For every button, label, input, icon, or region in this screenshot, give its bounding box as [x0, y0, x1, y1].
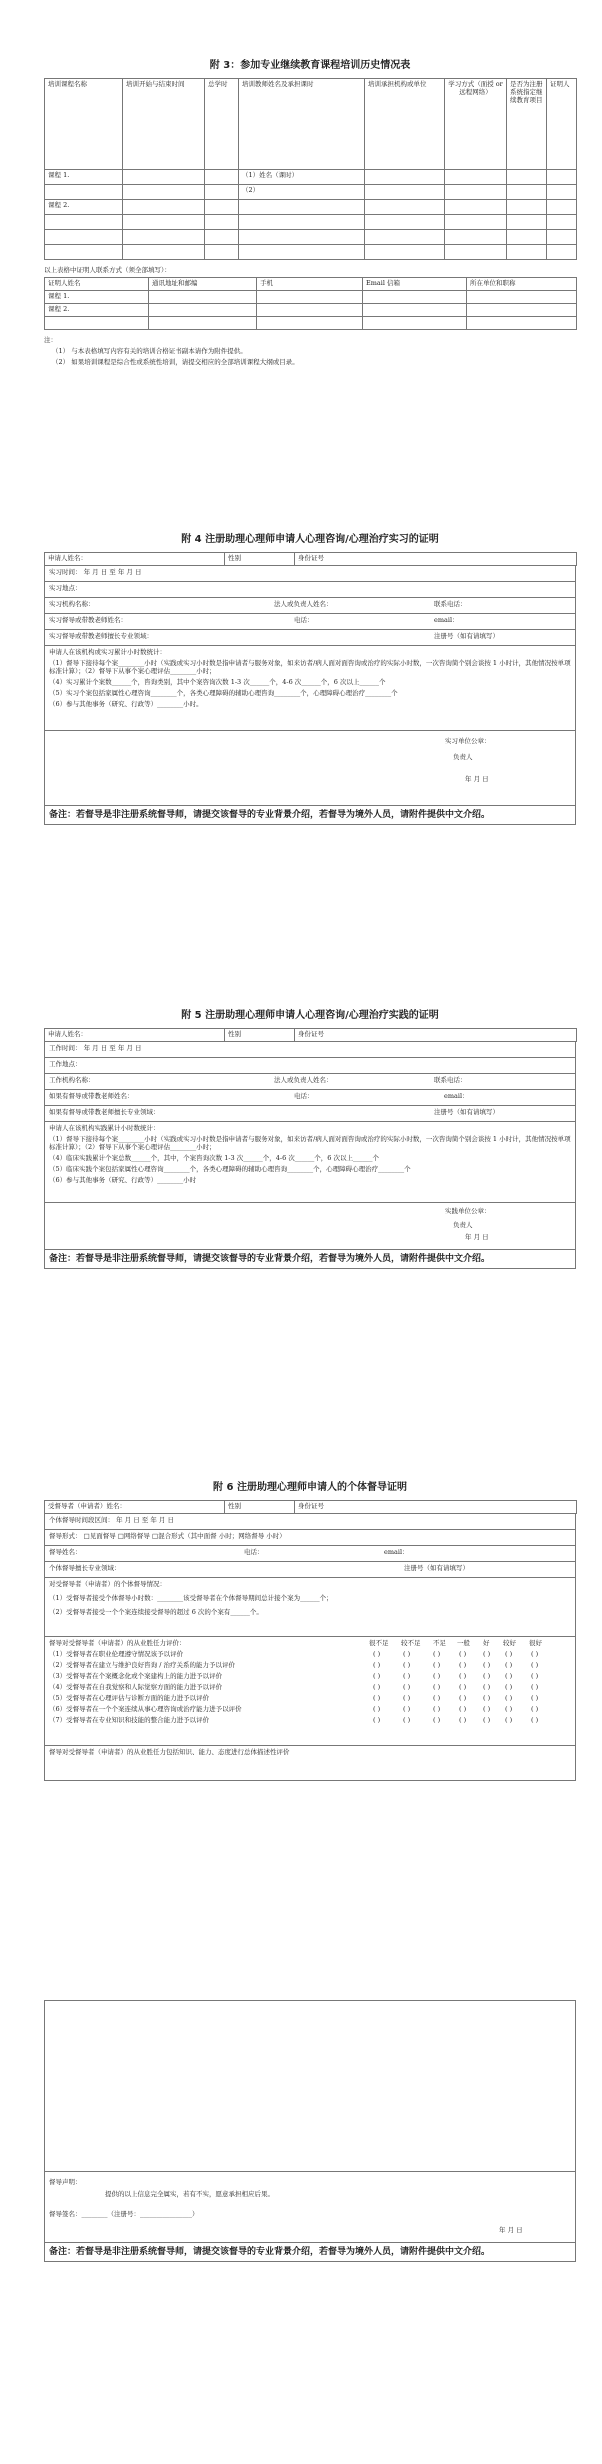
cell[interactable] — [467, 303, 577, 316]
cell[interactable] — [205, 169, 239, 184]
table-row — [45, 199, 577, 214]
rating-option[interactable]: ( ) — [483, 1649, 491, 1658]
gender-field[interactable]: 性别 — [225, 1028, 295, 1041]
course-label: 课程 2. — [45, 199, 123, 214]
rating-option[interactable]: ( ) — [433, 1715, 441, 1724]
cell[interactable] — [239, 199, 365, 214]
scale-label: 较好 — [503, 1638, 516, 1647]
appendix-3 — [44, 60, 576, 369]
cell[interactable] — [445, 229, 507, 244]
eval-item-label: （3）受督导者在个案概念化或个案建构上的能力进予以评价 — [49, 1671, 223, 1680]
cell[interactable] — [547, 199, 577, 214]
rating-option[interactable]: ( ) — [373, 1682, 381, 1691]
header-cell: Email 信箱 — [363, 277, 467, 290]
cell[interactable] — [467, 290, 577, 303]
rating-option[interactable]: ( ) — [531, 1704, 539, 1713]
sign-date: 年 月 日 — [465, 774, 489, 783]
witness-contact-table — [44, 277, 577, 330]
stats-item[interactable]: （5）实习个案包括家属性心理咨询________个，各类心理障碍的辅助心理咨询________个，心理障碍心理治疗________个 — [49, 689, 398, 697]
table-row — [45, 214, 577, 229]
cell — [45, 229, 123, 244]
eval-item — [49, 1683, 571, 1694]
eval-item — [49, 1705, 571, 1716]
scale-label: 不足 — [433, 1638, 446, 1647]
cell[interactable] — [547, 184, 577, 199]
hours-item[interactable]: （2）受督导者接受一个个案连续接受督导的超过 6 次的个案有______个。 — [49, 1607, 263, 1616]
gender-field[interactable]: 性别 — [225, 1500, 295, 1513]
rating-option[interactable]: ( ) — [403, 1660, 411, 1669]
cell[interactable] — [123, 244, 205, 259]
internship-place[interactable]: 实习地点： — [49, 583, 82, 592]
declare-heading: 督导声明： — [49, 2178, 82, 2186]
rating-option[interactable]: ( ) — [483, 1693, 491, 1702]
email-field[interactable]: email： — [444, 1091, 469, 1100]
stats-item[interactable]: （6）参与其他事务（研究、行政等）________小时。 — [49, 700, 203, 709]
scale-label: 一般 — [457, 1638, 470, 1647]
internship-period[interactable]: 实习时间： 年 月 日 至 年 月 日 — [49, 567, 142, 576]
cell[interactable] — [445, 184, 507, 199]
rating-option[interactable]: ( ) — [403, 1682, 411, 1691]
stats-item[interactable]: （4）临床实践累计个案总数______个，其中，个案咨询次数 1-3 次______个，4-6 次______个，6 次以上______个 — [49, 1153, 379, 1162]
hours-intro: 对受督导者（申请者）的个体督导情况： — [49, 1579, 166, 1588]
appendix-5-title: 附 5 注册助理心理师申请人心理咨询/心理治疗实践的证明 — [181, 1010, 439, 1021]
rating-option[interactable]: ( ) — [531, 1693, 539, 1702]
eval-item-label: （5）受督导者在心理评估与诊断方面的能力进予以评价 — [49, 1693, 210, 1702]
cell[interactable] — [365, 199, 445, 214]
rating-option[interactable]: ( ) — [505, 1671, 513, 1680]
appendix-4-title: 附 4 注册助理心理师申请人心理咨询/心理治疗实习的证明 — [181, 534, 439, 545]
supervisor-signature-line[interactable]: 督导签名：________（注册号：________________） — [49, 2210, 199, 2218]
competence-evaluation — [44, 1637, 576, 1746]
rating-option[interactable]: ( ) — [433, 1671, 441, 1680]
rating-option[interactable]: ( ) — [459, 1671, 467, 1680]
scale-label: 很好 — [529, 1638, 542, 1647]
tel-field[interactable]: 电话： — [294, 1091, 314, 1100]
cell[interactable] — [365, 244, 445, 259]
institution-field[interactable]: 实习机构名称： — [49, 599, 95, 608]
rating-option[interactable]: ( ) — [531, 1682, 539, 1691]
rating-option[interactable]: ( ) — [433, 1704, 441, 1713]
cell[interactable] — [239, 214, 365, 229]
cell[interactable] — [507, 244, 547, 259]
rating-option[interactable]: ( ) — [483, 1671, 491, 1680]
eval-item — [49, 1661, 571, 1672]
header-cell: 培训教师姓名及承担课时 — [239, 78, 365, 169]
supervisor-name-field[interactable]: 如果有督导或带教老师姓名： — [49, 1091, 134, 1100]
eval-item — [49, 1672, 571, 1683]
table-header-row — [45, 78, 577, 169]
appendix-5 — [44, 1010, 576, 1269]
contact-note: 以上表格中证明人联系方式（须全部填写）： — [44, 265, 171, 274]
rating-option[interactable]: ( ) — [459, 1649, 467, 1658]
stats-item[interactable]: （1）督导下接待每个案________小时（实践或实习小时数是指申请者与服务对象，如来访者/病人面对面咨询或治疗的实际小时数，一次咨询简个别会谈按 1 小时计，其他情况按单项标准计算）；（2）督导下从事个案心理评估________小时； — [49, 658, 571, 675]
tel-field[interactable]: 电话： — [244, 1547, 264, 1556]
reg-no-field[interactable]: 注册号（如有请填写） — [434, 1107, 499, 1116]
header-cell: 总学时 — [205, 78, 239, 169]
cell[interactable] — [149, 303, 257, 316]
cell[interactable] — [149, 316, 257, 329]
eval-item-label: （6）受督导者在一个个案连续从事心理咨询或治疗能力进予以评价 — [49, 1704, 242, 1713]
rating-option[interactable]: ( ) — [459, 1660, 467, 1669]
remark-note: 备注：若督导是非注册系统督导师，请提交该督导的专业背景介绍，若督导为境外人员，请附件提供中文介绍。 — [44, 2243, 576, 2262]
institution-field[interactable]: 工作机构名称： — [49, 1075, 95, 1084]
email-field[interactable]: email： — [384, 1547, 409, 1556]
rating-option[interactable]: ( ) — [459, 1715, 467, 1724]
rating-option[interactable]: ( ) — [459, 1693, 467, 1702]
id-number-field[interactable]: 身份证号 — [295, 552, 577, 565]
rating-option[interactable]: ( ) — [483, 1704, 491, 1713]
work-place[interactable]: 工作地点： — [49, 1059, 82, 1068]
id-number-field[interactable]: 身份证号 — [295, 1028, 577, 1041]
supervisor-field-field[interactable]: 个体督导擅长专业领域： — [49, 1563, 121, 1572]
cell — [45, 214, 123, 229]
cell[interactable] — [205, 184, 239, 199]
cell[interactable] — [445, 214, 507, 229]
declare-text: 提供的以上信息完全属实，若有不实，愿意承担相应后果。 — [105, 2190, 274, 2198]
header-cell: 手机 — [257, 277, 363, 290]
sign-unit-label: 实践单位公章： — [445, 1206, 491, 1215]
eval-item — [49, 1694, 571, 1705]
cell[interactable] — [547, 214, 577, 229]
appendix-4 — [44, 534, 576, 825]
cell[interactable] — [507, 229, 547, 244]
rating-option[interactable]: ( ) — [373, 1660, 381, 1669]
teacher-line[interactable]: （1）姓名（课时） — [239, 169, 365, 184]
supervisor-field-field[interactable]: 实习督导或带教老师擅长专业领域： — [49, 631, 153, 640]
cell[interactable] — [507, 199, 547, 214]
supervisee-name-field[interactable]: 受督导者（申请者）姓名： — [45, 1500, 225, 1513]
overall-eval-area[interactable] — [44, 2000, 576, 2172]
practice-basic-table — [44, 1028, 577, 1042]
eval-heading: 督导对受督导者（申请者）的从业胜任力评价： — [49, 1638, 186, 1647]
supervisor-name-field[interactable]: 督导姓名： — [49, 1547, 82, 1556]
eval-item — [49, 1716, 571, 1727]
cell[interactable] — [239, 229, 365, 244]
rating-option[interactable]: ( ) — [373, 1649, 381, 1658]
rating-option[interactable]: ( ) — [433, 1693, 441, 1702]
note-item: （1） 与本表格填写内容有关的培训合格证书副本请作为附件提供。 — [52, 346, 247, 355]
rating-option[interactable]: ( ) — [403, 1671, 411, 1680]
hours-item[interactable]: （1）受督导者接受个体督导小时数：________该受督导者在个体督导期间总计接个案为______个； — [49, 1593, 333, 1602]
appendix-3-title: 附 3：参加专业继续教育课程培训历史情况表 — [209, 60, 411, 71]
stats-item[interactable]: （4）实习累计个案数______个，咨询类别，其中个案咨询次数 1-3 次______个，4-6 次______个，6 次以上______个 — [49, 677, 386, 686]
rating-option[interactable]: ( ) — [403, 1704, 411, 1713]
cell[interactable] — [149, 290, 257, 303]
scale-label: 好 — [483, 1638, 490, 1647]
rating-option[interactable]: ( ) — [505, 1660, 513, 1669]
rating-option[interactable]: ( ) — [483, 1715, 491, 1724]
cell — [45, 184, 123, 199]
remark-note: 备注：若督导是非注册系统督导师，请提交该督导的专业背景介绍，若督导为境外人员，请附件提供中文介绍。 — [44, 1250, 576, 1269]
cell[interactable] — [205, 199, 239, 214]
appendix-6-title: 附 6 注册助理心理师申请人的个体督导证明 — [213, 1482, 407, 1493]
cell[interactable] — [547, 229, 577, 244]
cell[interactable] — [365, 169, 445, 184]
eval-item-label: （2）受督导者在建立与维护良好咨询 / 治疗关系的能力予以评价 — [49, 1660, 235, 1669]
supervision-period[interactable]: 个体督导时间段区间： 年 月 日 至 年 月 日 — [49, 1515, 174, 1524]
rating-option[interactable]: ( ) — [505, 1682, 513, 1691]
rating-option[interactable]: ( ) — [505, 1693, 513, 1702]
header-cell: 是否为注册系统指定继续教育项目 — [507, 78, 547, 169]
rating-option[interactable]: ( ) — [459, 1682, 467, 1691]
note-item: （2） 如果培训课程是综合性或系统性培训，请提交相应的全部培训课程大纲或目录。 — [52, 357, 299, 366]
course-label: 课程 1. — [45, 290, 149, 303]
eval-item-label: （4）受督导者在自我觉察和人际觉察方面的能力进予以评价 — [49, 1682, 223, 1691]
declaration-box — [44, 2172, 576, 2243]
contact-phone-field[interactable]: 联系电话： — [434, 599, 467, 608]
scale-label: 很不足 — [369, 1638, 389, 1647]
sign-unit-label: 实习单位公章： — [445, 736, 491, 745]
scale-label: 较不足 — [401, 1638, 421, 1647]
stats-intro: 申请人在该机构或实习累计小时数统计： — [49, 647, 166, 656]
header-cell: 培训课程名称 — [45, 78, 123, 169]
eval-item-label: （7）受督导者在专业知识和技能的整合能力进予以评价 — [49, 1715, 210, 1724]
legal-rep-field[interactable]: 法人或负责人姓名： — [274, 599, 333, 608]
rating-option[interactable]: ( ) — [373, 1671, 381, 1680]
cell[interactable] — [363, 290, 467, 303]
applicant-name-field[interactable]: 申请人姓名： — [45, 1028, 225, 1041]
table-row — [45, 244, 577, 259]
sign-person-label: 负责人 — [453, 1220, 473, 1229]
reg-no-field[interactable]: 注册号（如有请填写） — [434, 631, 499, 640]
cell[interactable] — [445, 244, 507, 259]
remark-note: 备注：若督导是非注册系统督导师，请提交该督导的专业背景介绍，若督导为境外人员，请附件提供中文介绍。 — [44, 806, 576, 825]
teacher-line[interactable]: （2） — [239, 184, 365, 199]
header-cell: 证明人 — [547, 78, 577, 169]
notes-label: 注： — [44, 335, 57, 344]
applicant-name-field[interactable]: 申请人姓名： — [45, 552, 225, 565]
contact-phone-field[interactable]: 联系电话： — [434, 1075, 467, 1084]
cell[interactable] — [123, 184, 205, 199]
cell — [45, 244, 123, 259]
rating-option[interactable]: ( ) — [433, 1660, 441, 1669]
tel-field[interactable]: 电话： — [294, 615, 314, 624]
appendix-6-continued — [44, 2000, 576, 2262]
internship-basic-table — [44, 552, 577, 566]
rating-option[interactable]: ( ) — [505, 1715, 513, 1724]
rating-option[interactable]: ( ) — [531, 1671, 539, 1680]
rating-option[interactable]: ( ) — [505, 1704, 513, 1713]
sign-date: 年 月 日 — [465, 1232, 489, 1241]
supervision-form-checkboxes[interactable]: 督导形式： □见面督导 □网络督导 □混合形式（其中面督 小时；网络督导 小时） — [49, 1531, 286, 1540]
cell[interactable] — [257, 290, 363, 303]
table-row — [45, 229, 577, 244]
supervisor-field-field[interactable]: 如果有督导或带教老师擅长专业领域： — [49, 1107, 160, 1116]
gender-field[interactable]: 性别 — [225, 552, 295, 565]
sign-person-label: 负责人 — [453, 752, 473, 761]
cell[interactable] — [257, 316, 363, 329]
id-number-field[interactable]: 身份证号 — [295, 1500, 577, 1513]
cell[interactable] — [445, 169, 507, 184]
legal-rep-field[interactable]: 法人或负责人姓名： — [274, 1075, 333, 1084]
cell[interactable] — [547, 244, 577, 259]
supervisor-name-field[interactable]: 实习督导或带教老师姓名： — [49, 615, 127, 624]
table-row — [45, 316, 577, 329]
cell[interactable] — [123, 229, 205, 244]
stats-item[interactable]: （5）临床实践个案包括家属性心理咨询________个，各类心理障碍的辅助心理咨询________个，心理障碍心理治疗________个 — [49, 1165, 411, 1173]
course-label — [45, 316, 149, 329]
rating-option[interactable]: ( ) — [483, 1660, 491, 1669]
header-cell: 证明人姓名 — [45, 277, 149, 290]
cell[interactable] — [365, 214, 445, 229]
table-row — [45, 169, 577, 184]
supervision-basic-table — [44, 1500, 577, 1514]
header-cell: 学习方式（面授 or 远程网络） — [445, 78, 507, 169]
cell[interactable] — [123, 169, 205, 184]
reg-no-field[interactable]: 注册号（如有请填写） — [404, 1563, 469, 1572]
rating-option[interactable]: ( ) — [531, 1649, 539, 1658]
cell[interactable] — [365, 184, 445, 199]
cell[interactable] — [547, 169, 577, 184]
rating-option[interactable]: ( ) — [403, 1715, 411, 1724]
stats-intro: 申请人在该机构实践累计小时数统计： — [49, 1123, 160, 1132]
rating-option[interactable]: ( ) — [505, 1649, 513, 1658]
header-cell: 所在单位和职称 — [467, 277, 577, 290]
rating-option[interactable]: ( ) — [433, 1682, 441, 1691]
cell[interactable] — [363, 303, 467, 316]
course-label: 课程 1. — [45, 169, 123, 184]
training-history-table — [44, 78, 577, 260]
cell[interactable] — [205, 244, 239, 259]
rating-option[interactable]: ( ) — [373, 1693, 381, 1702]
cell[interactable] — [123, 214, 205, 229]
header-cell: 培训开始与结束时间 — [123, 78, 205, 169]
sign-date: 年 月 日 — [499, 2226, 523, 2234]
cell[interactable] — [467, 316, 577, 329]
cell[interactable] — [507, 214, 547, 229]
cell[interactable] — [507, 169, 547, 184]
rating-option[interactable]: ( ) — [433, 1649, 441, 1658]
cell[interactable] — [205, 214, 239, 229]
cell[interactable] — [205, 229, 239, 244]
header-cell: 通讯地址和邮编 — [149, 277, 257, 290]
cell[interactable] — [363, 316, 467, 329]
header-cell: 培训承担机构或单位 — [365, 78, 445, 169]
rating-option[interactable]: ( ) — [483, 1682, 491, 1691]
rating-option[interactable]: ( ) — [403, 1693, 411, 1702]
appendix-6 — [44, 1482, 576, 1781]
eval-item-label: （1）受督导者在职业伦理遵守情况该予以评价 — [49, 1649, 184, 1658]
table-row — [45, 184, 577, 199]
cell[interactable] — [257, 303, 363, 316]
overall-eval-label: 督导对受督导者（申请者）的从业胜任力包括知识、能力、态度进行总体描述性评价 — [49, 1747, 290, 1756]
table-row — [45, 303, 577, 316]
eval-item — [49, 1650, 571, 1661]
cell[interactable] — [507, 184, 547, 199]
cell[interactable] — [239, 244, 365, 259]
cell[interactable] — [123, 199, 205, 214]
table-header-row — [45, 277, 577, 290]
course-label: 课程 2. — [45, 303, 149, 316]
email-field[interactable]: email： — [434, 615, 459, 624]
cell[interactable] — [365, 229, 445, 244]
cell[interactable] — [445, 199, 507, 214]
table-row — [45, 290, 577, 303]
rating-option[interactable]: ( ) — [531, 1715, 539, 1724]
work-period[interactable]: 工作时间： 年 月 日 至 年 月 日 — [49, 1043, 142, 1052]
rating-option[interactable]: ( ) — [373, 1704, 381, 1713]
stats-item[interactable]: （6）参与其他事务（研究、行政等）________小时 — [49, 1176, 197, 1185]
rating-option[interactable]: ( ) — [403, 1649, 411, 1658]
stats-item[interactable]: （1）督导下接待每个案________小时（实践或实习小时数是指申请者与服务对象，如来访者/病人面对面咨询或治疗的实际小时数，一次咨询简个别会谈按 1 小时计，其他情况按单项标准计算）；（2）督导下从事个案心理评估________小时； — [49, 1134, 571, 1151]
rating-option[interactable]: ( ) — [459, 1704, 467, 1713]
rating-option[interactable]: ( ) — [531, 1660, 539, 1669]
rating-option[interactable]: ( ) — [373, 1715, 381, 1724]
